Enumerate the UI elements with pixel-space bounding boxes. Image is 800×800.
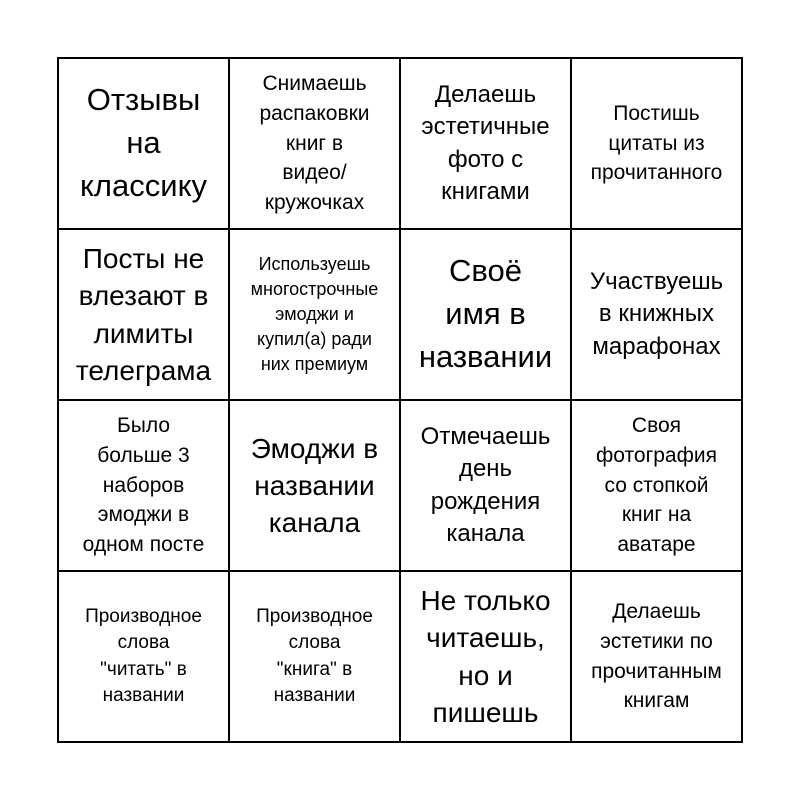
bingo-cell[interactable] xyxy=(230,401,401,572)
bingo-cell[interactable] xyxy=(572,59,743,230)
bingo-cell[interactable] xyxy=(59,230,230,401)
bingo-cell[interactable] xyxy=(230,572,401,743)
bingo-cell-text: Было больше 3 наборов эмоджи в одном посте xyxy=(82,413,205,557)
bingo-cell[interactable] xyxy=(59,401,230,572)
bingo-cell-text: Постишь цитаты из прочитанного xyxy=(590,101,723,185)
bingo-cell-text: Делаешь эстетичные фото с книгами xyxy=(421,80,550,205)
bingo-cell-text: Эмоджи в названии канала xyxy=(250,432,379,539)
bingo-cell-text: Своя фотография со стопкой книг на аватаре xyxy=(596,413,717,557)
bingo-cell[interactable] xyxy=(401,572,572,743)
bingo-cell[interactable] xyxy=(572,572,743,743)
bingo-cell[interactable] xyxy=(572,401,743,572)
bingo-cell[interactable] xyxy=(401,401,572,572)
bingo-cell-text: Не только читаешь, но и пишешь xyxy=(420,585,551,728)
bingo-cell-text: Отзывы на классику xyxy=(80,82,207,203)
bingo-cell-text: Производное слова "читать" в названии xyxy=(85,606,202,706)
bingo-cell-text: Используешь многострочные эмоджи и купил(а) ради них премиум xyxy=(250,253,379,375)
bingo-cell-text: Посты не влезают в лимиты телеграма xyxy=(75,243,212,386)
bingo-cell-text: Производное слова "книга" в названии xyxy=(256,606,373,706)
bingo-cell[interactable] xyxy=(59,572,230,743)
bingo-cell-text: Участвуешь в книжных марафонах xyxy=(589,267,724,360)
bingo-board xyxy=(57,57,743,743)
bingo-cell[interactable] xyxy=(230,230,401,401)
bingo-cell[interactable] xyxy=(401,230,572,401)
bingo-cell[interactable] xyxy=(59,59,230,230)
bingo-cell-text: Отмечаешь день рождения канала xyxy=(420,422,551,547)
bingo-cell[interactable] xyxy=(230,59,401,230)
bingo-cell-text: Своё имя в названии xyxy=(418,253,553,374)
bingo-cell-text: Снимаешь распаковки книг в видео/ кружочках xyxy=(259,71,370,215)
bingo-cell[interactable] xyxy=(401,59,572,230)
bingo-cell[interactable] xyxy=(572,230,743,401)
bingo-cell-text: Делаешь эстетики по прочитанным книгам xyxy=(591,599,722,713)
